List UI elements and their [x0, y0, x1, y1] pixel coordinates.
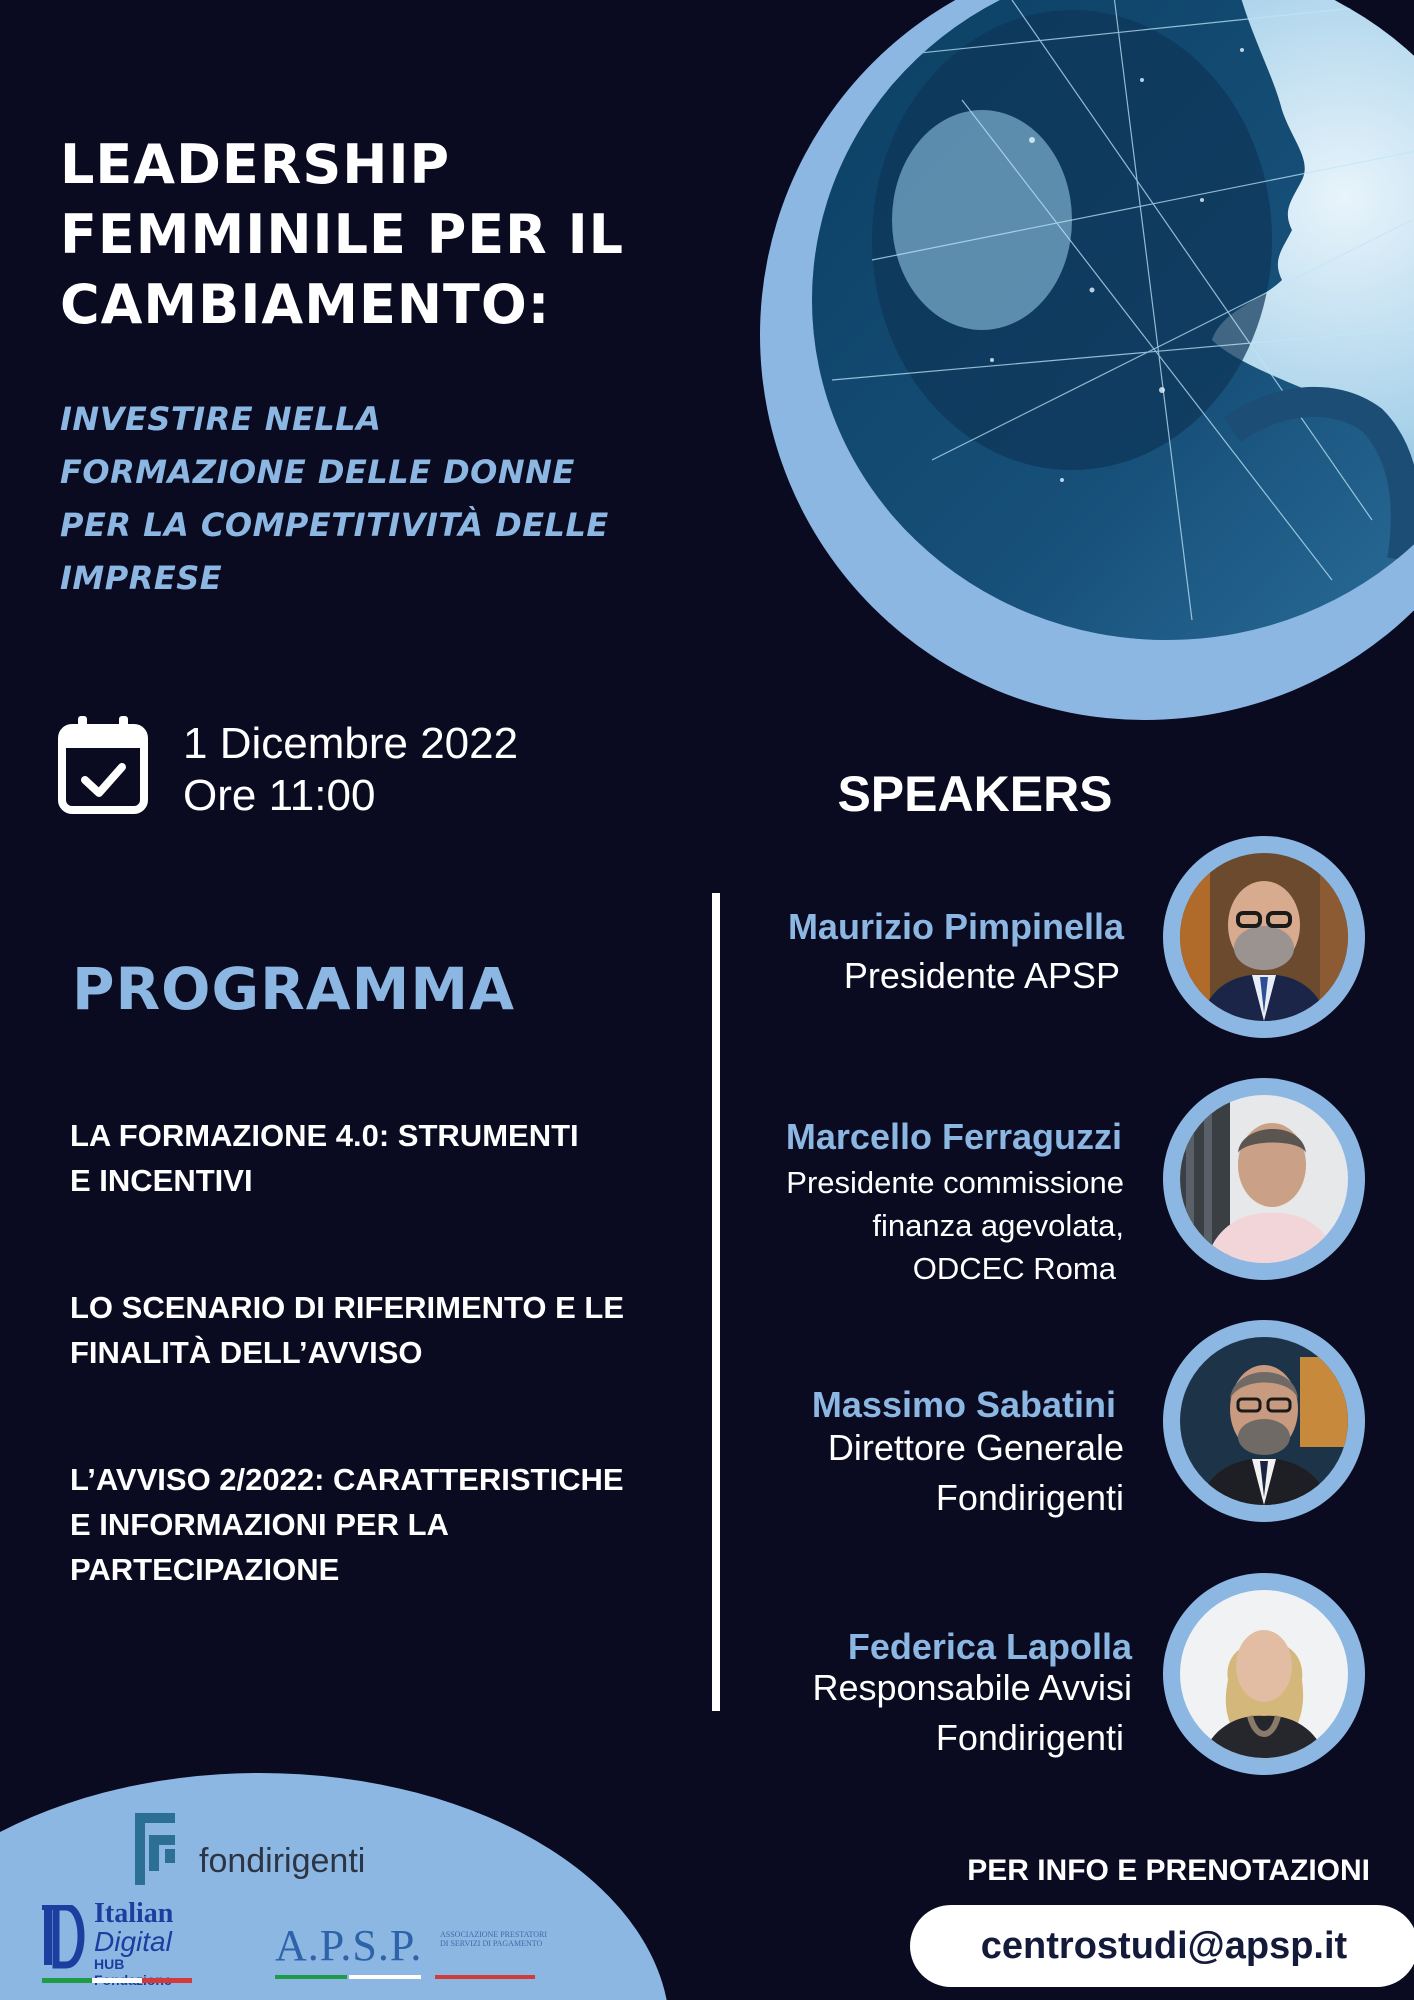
italian-flag-stripe	[42, 1978, 192, 1983]
program-item-line: L’AVVISO 2/2022: CARATTERISTICHE	[70, 1462, 624, 1497]
event-title	[60, 130, 700, 340]
speakers-title: SPEAKERS	[837, 766, 1113, 822]
speaker-role: Fondirigenti	[935, 1717, 1124, 1758]
event-time: Ore 11:00	[183, 771, 376, 820]
subtitle-line-1: INVESTIRE NELLA	[60, 400, 382, 438]
program-item-line: PARTECIPAZIONE	[70, 1552, 340, 1587]
speaker-role: ODCEC Roma	[912, 1251, 1116, 1286]
apsp-wordmark: A.P.S.P.	[275, 1921, 423, 1970]
title-line-1: LEADERSHIP	[60, 133, 451, 196]
apsp-white-stripe	[349, 1975, 421, 1979]
event-datetime	[183, 718, 518, 822]
fondirigenti-mark-icon	[135, 1813, 185, 1885]
speaker-avatar-ferraguzzi	[1163, 1078, 1365, 1280]
speaker-avatar-lapolla	[1163, 1573, 1365, 1775]
speaker-name: Maurizio Pimpinella	[787, 906, 1124, 947]
speaker-role: Direttore Generale	[827, 1427, 1124, 1468]
speaker-card-lapolla	[812, 1623, 1132, 1763]
idh-line-2: Digital	[94, 1926, 172, 1957]
program-item-line: FINALITÀ DELL’AVVISO	[70, 1335, 423, 1370]
program-item	[70, 1113, 690, 1203]
event-date: 1 Dicembre 2022	[183, 719, 519, 768]
italian-digital-hub-logo	[42, 1900, 202, 1985]
event-subtitle	[60, 393, 720, 605]
program-item-line: LO SCENARIO DI RIFERIMENTO E LE	[70, 1290, 625, 1325]
idh-wordmark	[94, 1900, 202, 1988]
fondirigenti-logo	[135, 1805, 365, 1885]
speaker-role: finanza agevolata,	[872, 1208, 1124, 1243]
speaker-card-ferraguzzi	[786, 1113, 1124, 1290]
subtitle-line-4: IMPRESE	[60, 559, 223, 597]
program-item-line: E INCENTIVI	[70, 1163, 253, 1198]
speaker-avatar-pimpinella	[1163, 836, 1365, 1038]
speaker-role: Responsabile Avvisi	[812, 1667, 1132, 1708]
apsp-red-stripe	[435, 1975, 535, 1979]
fondirigenti-wordmark: fondirigenti	[199, 1842, 366, 1880]
program-item	[70, 1285, 690, 1375]
programma-title: PROGRAMMA	[72, 955, 515, 1023]
speaker-avatar-sabatini	[1163, 1320, 1365, 1522]
speaker-role: Presidente commissione	[786, 1165, 1124, 1200]
speaker-role: Fondirigenti	[935, 1477, 1124, 1518]
speaker-name: Massimo Sabatini	[811, 1384, 1116, 1425]
title-line-2: FEMMINILE PER IL	[60, 203, 625, 266]
speaker-card-pimpinella	[788, 903, 1124, 1001]
apsp-subtitle: ASSOCIAZIONE PRESTATORI DI SERVIZI DI PAGAMENTO	[440, 1930, 547, 1948]
speaker-card-sabatini	[812, 1381, 1124, 1523]
program-item-line: LA FORMAZIONE 4.0: STRUMENTI	[70, 1118, 579, 1153]
program-item-line: E INFORMAZIONI PER LA	[70, 1507, 449, 1542]
apsp-logo	[275, 1920, 555, 1980]
idh-line-1: Italian	[94, 1898, 174, 1929]
speaker-name: Federica Lapolla	[847, 1626, 1132, 1667]
program-item	[70, 1457, 690, 1592]
subtitle-line-2: FORMAZIONE DELLE DONNE	[60, 453, 575, 491]
calendar-check-icon	[58, 714, 148, 814]
idh-line-3: HUB	[94, 1956, 125, 1972]
idh-mark-icon	[42, 1905, 88, 1975]
speaker-name: Marcello Ferraguzzi	[785, 1116, 1122, 1157]
column-divider	[712, 893, 720, 1711]
contact-email-link[interactable]: centrostudi@apsp.it	[910, 1905, 1414, 1987]
info-title: PER INFO E PRENOTAZIONI	[967, 1854, 1370, 1887]
apsp-green-stripe	[275, 1975, 347, 1979]
speaker-role: Presidente APSP	[843, 955, 1120, 996]
subtitle-line-3: PER LA COMPETITIVITÀ DELLE	[60, 506, 609, 544]
title-line-3: CAMBIAMENTO:	[60, 273, 551, 336]
